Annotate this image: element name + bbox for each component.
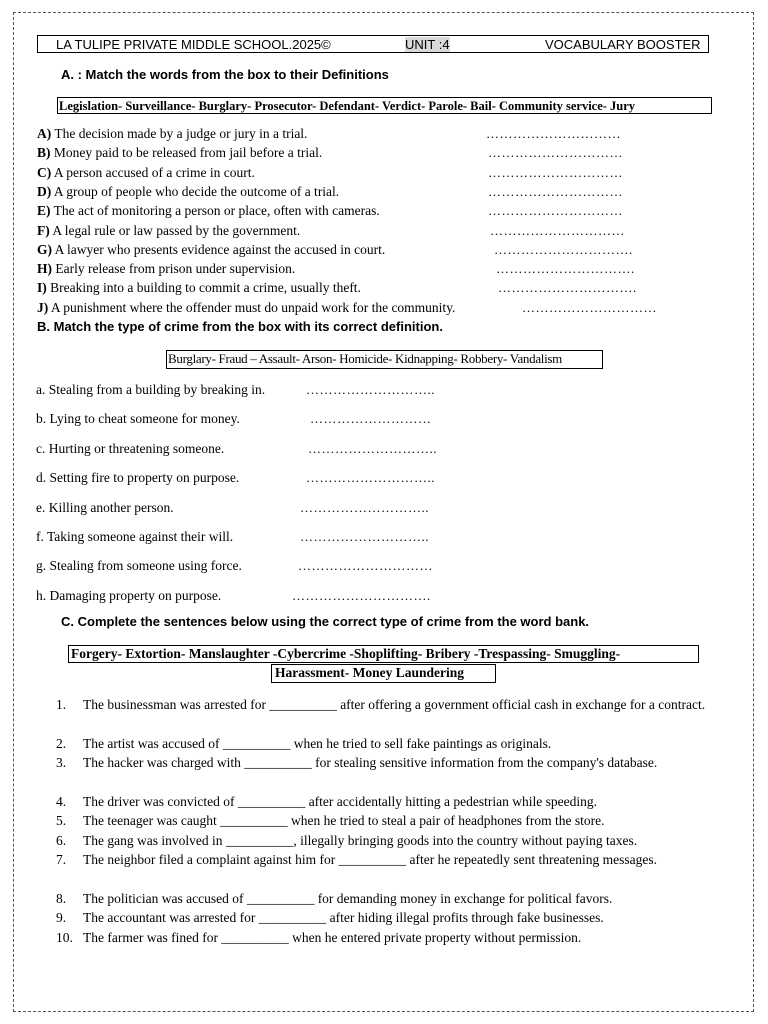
- answer-blank[interactable]: …………………………: [488, 164, 623, 180]
- answer-blank[interactable]: ………………………….: [292, 587, 431, 603]
- answer-blank[interactable]: ………………………..: [306, 470, 435, 486]
- definition-item: [37, 223, 300, 239]
- item-letter: F): [37, 222, 50, 238]
- item-letter: I): [37, 280, 47, 296]
- answer-blank[interactable]: ………………………..: [308, 440, 437, 456]
- definition-item: [37, 126, 307, 142]
- definition-item: [37, 165, 255, 181]
- unit-label: UNIT :4: [405, 37, 450, 52]
- answer-blank[interactable]: …………………………: [488, 203, 623, 219]
- answer-blank[interactable]: ………………………..: [300, 529, 429, 544]
- item-letter: A): [37, 126, 52, 141]
- section-c-heading: C. Complete the sentences below using the correct type of crime from the word bank.: [61, 614, 590, 629]
- sentence-number: 3.: [56, 755, 67, 770]
- section-c-word-box-line1: Forgery- Extortion- Manslaughter -Cybercrime -Shoplifting- Bribery -Trespassing- Smuggling-: [68, 645, 699, 663]
- item-letter: B): [37, 145, 51, 161]
- definition-text: The decision made by a judge or jury in a trial.: [54, 126, 308, 141]
- sentence-number: 10.: [56, 930, 73, 945]
- answer-blank[interactable]: ………………………: [310, 411, 432, 427]
- definition-text: A group of people who decide the outcome of a trial.: [53, 183, 340, 199]
- sentence-text: The gang was involved in __________, illegally bringing goods into the country without paying taxes.: [83, 833, 638, 848]
- section-a-word-box: Legislation- Surveillance- Burglary- Prosecutor- Defendant- Verdict- Parole- Bail- Community service- Jury: [57, 97, 712, 114]
- definition-item: [37, 261, 295, 277]
- definition-text: The act of monitoring a person or place, often with cameras.: [53, 203, 380, 219]
- definition-item: [37, 242, 385, 258]
- worksheet-header: [37, 35, 709, 53]
- definition-item: [37, 145, 322, 161]
- sentence-text: The artist was accused of __________ when he tried to sell fake paintings as originals.: [83, 736, 552, 751]
- answer-blank[interactable]: ………………………….: [496, 261, 635, 277]
- sentence-number: 6.: [56, 833, 67, 848]
- item-letter: J): [37, 299, 49, 315]
- sentence-number: 1.: [56, 697, 67, 712]
- section-b-heading: B. Match the type of crime from the box with its correct definition.: [37, 319, 443, 334]
- crime-definition-item: h. Damaging property on purpose.: [36, 587, 222, 603]
- definition-text: A person accused of a crime in court.: [53, 164, 255, 180]
- definition-text: A lawyer who presents evidence against the accused in court.: [54, 241, 386, 257]
- answer-blank[interactable]: …………………………: [522, 299, 657, 315]
- item-letter: C): [37, 164, 52, 180]
- definition-text: Breaking into a building to commit a crime, usually theft.: [50, 280, 361, 296]
- crime-definition-item: c. Hurting or threatening someone.: [36, 440, 225, 456]
- definition-item: [37, 203, 380, 219]
- section-b-word-box: Burglary- Fraud – Assault- Arson- Homicide- Kidnapping- Robbery- Vandalism: [166, 350, 603, 369]
- answer-blank[interactable]: ………………………….: [494, 241, 633, 257]
- section-a-heading: A. : Match the words from the box to their Definitions: [61, 67, 389, 82]
- answer-blank[interactable]: ………………………..: [300, 499, 429, 515]
- sentence-text: The politician was accused of __________ for demanding money in exchange for political favors.: [83, 891, 613, 906]
- item-letter: H): [37, 261, 52, 277]
- crime-definition-item: f. Taking someone against their will.: [36, 529, 234, 544]
- crime-definition-item: d. Setting fire to property on purpose.: [36, 470, 240, 486]
- answer-blank[interactable]: …………………………: [488, 183, 623, 199]
- sentence-text: The accountant was arrested for __________ after hiding illegal profits through fake businesses.: [83, 910, 604, 925]
- definition-item: [37, 300, 455, 316]
- definition-item: [37, 184, 339, 200]
- sentence-number: 2.: [56, 736, 67, 751]
- definition-text: Early release from prison under supervision.: [55, 261, 296, 277]
- sentence-text: The farmer was fined for __________ when he entered private property without permission.: [83, 930, 582, 945]
- item-letter: E): [37, 203, 51, 219]
- definition-text: A legal rule or law passed by the government.: [52, 222, 301, 238]
- sentence-number: 5.: [56, 813, 67, 828]
- answer-blank[interactable]: …………………………: [488, 145, 623, 161]
- answer-blank[interactable]: …………………………: [490, 222, 625, 238]
- crime-definition-item: a. Stealing from a building by breaking in.: [36, 382, 266, 397]
- sentence-number: 7.: [56, 852, 67, 867]
- sentence-number: 8.: [56, 891, 67, 906]
- crime-definition-item: g. Stealing from someone using force.: [36, 558, 242, 574]
- definition-item: [37, 280, 361, 296]
- definition-text: Money paid to be released from jail before a trial.: [53, 145, 323, 161]
- crime-definition-item: b. Lying to cheat someone for money.: [36, 411, 240, 427]
- answer-blank[interactable]: …………………………: [298, 558, 433, 574]
- sentence-text: The hacker was charged with __________ for stealing sensitive information from the company's database.: [83, 755, 658, 770]
- sentence-text: The driver was convicted of __________ after accidentally hitting a pedestrian while speeding.: [83, 794, 597, 809]
- item-letter: D): [37, 183, 52, 199]
- section-c-word-box-line2: Harassment- Money Laundering: [271, 664, 496, 683]
- school-name: LA TULIPE PRIVATE MIDDLE SCHOOL.2025©: [56, 37, 331, 52]
- sentence-text: The neighbor filed a complaint against him for __________ after he repeatedly sent threatening messages.: [83, 852, 657, 867]
- sentence-number: 4.: [56, 794, 67, 809]
- sentence-text: The businessman was arrested for __________ after offering a government official cash in exchange for a contract.: [83, 697, 706, 712]
- answer-blank[interactable]: …………………………: [486, 126, 621, 141]
- definition-text: A punishment where the offender must do unpaid work for the community.: [50, 299, 456, 315]
- sentence-number: 9.: [56, 910, 67, 925]
- answer-blank[interactable]: ………………………….: [498, 280, 637, 296]
- worksheet-title: VOCABULARY BOOSTER: [545, 37, 701, 52]
- crime-definition-item: e. Killing another person.: [36, 499, 174, 515]
- sentence-text: The teenager was caught __________ when he tried to steal a pair of headphones from the store.: [83, 813, 605, 828]
- item-letter: G): [37, 241, 52, 257]
- answer-blank[interactable]: ………………………..: [306, 382, 435, 397]
